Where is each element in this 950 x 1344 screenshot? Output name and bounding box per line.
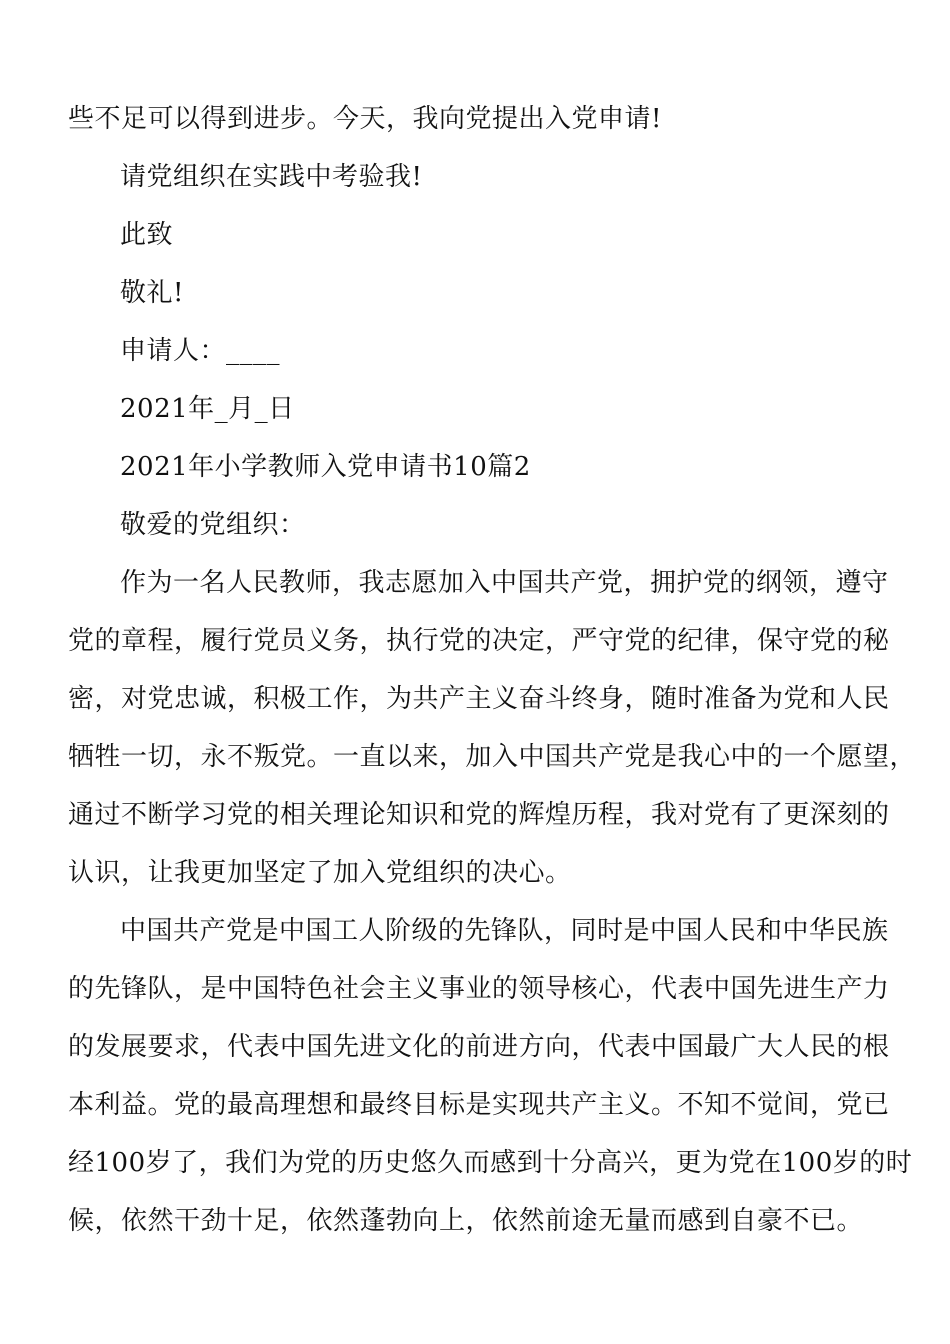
paragraph-line: 党的章程，履行党员义务，执行党的决定，严守党的纪律，保守党的秘: [68, 626, 890, 656]
paragraph-line: 的发展要求，代表中国先进文化的前进方向，代表中国最广大人民的根: [68, 1032, 890, 1062]
paragraph-line: 认识，让我更加坚定了加入党组织的决心。: [68, 858, 572, 888]
applicant-line: 申请人：____: [120, 336, 281, 366]
paragraph-line: 密，对党忠诚，积极工作，为共产主义奋斗终身，随时准备为党和人民: [68, 684, 890, 714]
paragraph-line: 经100岁了，我们为党的历史悠久而感到十分高兴，更为党在100岁的时: [68, 1148, 913, 1178]
continued-text-line: 些不足可以得到进步。今天，我向党提出入党申请!: [68, 104, 662, 134]
document-body: [68, 90, 917, 1250]
closing-jing-li: 敬礼!: [120, 278, 184, 308]
paragraph-2: [68, 902, 913, 1250]
closing-ci-zhi: 此致: [120, 220, 174, 250]
paragraph-line: 中国共产党是中国工人阶级的先锋队，同时是中国人民和中华民族: [120, 916, 889, 946]
paragraph-line: 候，依然干劲十足，依然蓬勃向上，依然前途无量而感到自豪不已。: [68, 1206, 864, 1236]
salutation: 敬爱的党组织：: [120, 510, 306, 540]
section-title: 2021年小学教师入党申请书10篇2: [120, 452, 531, 482]
paragraph-line: 的先锋队，是中国特色社会主义事业的领导核心，代表中国先进生产力: [68, 974, 890, 1004]
paragraph-line: 通过不断学习党的相关理论知识和党的辉煌历程，我对党有了更深刻的: [68, 800, 890, 830]
date-line: 2021年_月_日: [120, 394, 295, 424]
paragraph-line: 作为一名人民教师，我志愿加入中国共产党，拥护党的纲领，遵守: [120, 568, 889, 598]
paragraph-line: 牺牲一切，永不叛党。一直以来，加入中国共产党是我心中的一个愿望，: [68, 742, 917, 772]
request-line: 请党组织在实践中考验我!: [120, 162, 423, 192]
paragraph-1: [68, 554, 917, 902]
paragraph-line: 本利益。党的最高理想和最终目标是实现共产主义。不知不觉间，党已: [68, 1090, 890, 1120]
